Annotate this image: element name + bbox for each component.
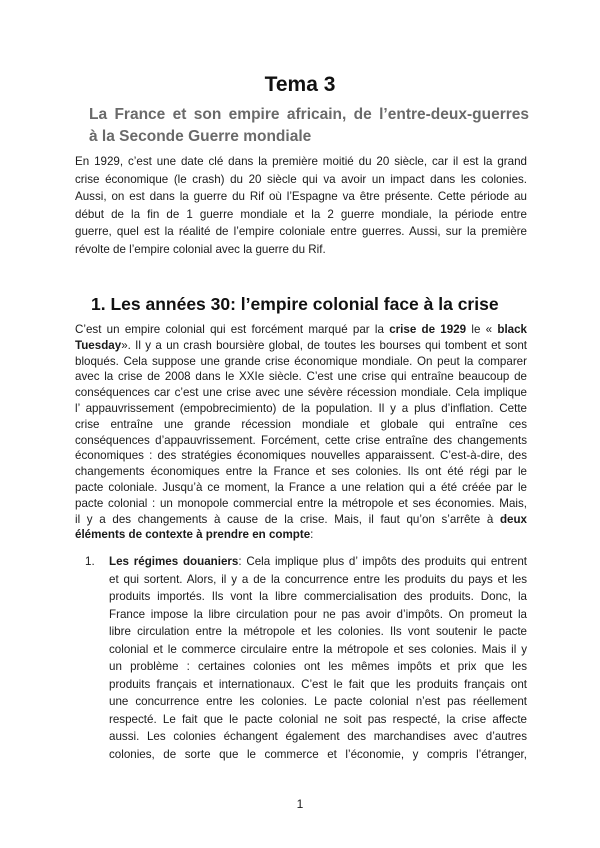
text-run: économiques : des stratégies économiques nouvelles apparaissent. C’est-à-dire, des [75,449,527,463]
text-run: colonies, de sorte que le commerce et l’économie, y compris l’étranger, [109,747,527,761]
text-line [75,480,527,496]
text-run: pacte coloniale. Jusqu’à ce moment, la France a une relation qui a été créée par le [75,480,527,494]
text-line [75,223,527,241]
text-run: ». Il y a un crash boursière global, de toutes les bourses qui tombent et sont [121,338,527,352]
bold-text: Les régimes douaniers [109,555,239,568]
text-line [109,746,527,764]
text-run: crise économique (le crash) du 20 siècle qui va avoir un impact dans les colonies. [75,172,527,186]
text-run: il y a des changements à cause de la crise. Mais, il faut qu’on s’arrête à [75,512,500,526]
text-line [75,527,527,543]
document-title: Tema 3 [264,73,336,96]
numbered-list [85,553,527,768]
subtitle-line: La France et son empire africain, de l’entre-deux-guerres [89,106,529,123]
page-number: 1 [296,797,304,811]
text-line [109,553,527,571]
subtitle-line: à la Seconde Guerre mondiale [89,128,312,145]
text-line [109,711,527,729]
text-run: changements économiques entre la France et ses colonies. Ils ont été régi par le [75,465,527,479]
bold-text: crise de 1929 [389,323,467,336]
text-run: produits importés. Ils vont la libre commercialisation des produits. Donc, la [109,590,527,603]
text-line [75,433,527,449]
text-line [75,338,527,354]
text-line [109,571,527,589]
text-line [109,623,527,641]
text-line [109,728,527,746]
text-run: respecté. Le fait que le pacte colonial ne soit pas respecté, la crise affecte [109,712,527,726]
text-line [109,693,527,711]
list-item-body [109,553,527,763]
text-line [109,588,527,606]
text-run: Aussi, on est dans la guerre du Rif où l’Espagne va être présente. Cette période au [75,190,527,203]
text-line [109,676,527,694]
text-line [75,417,527,433]
section-paragraph [75,322,527,543]
text-line [75,369,527,385]
text-run: C’est un empire colonial qui est forcément marqué par la [75,323,390,336]
text-line [75,496,527,512]
text-line [75,153,527,171]
text-run: libre circulation entre la métropole et les colonies. Ils vont soutenir le pacte [109,625,527,638]
text-line [75,188,527,206]
bold-text: deux [499,512,527,526]
text-run: et qui sortent. Alors, il y a de la concurrence entre les produits du pays et les [109,572,527,586]
text-line [75,241,527,259]
text-run: colonial et le commerce circulaire entre la métropole et ses colonies. Mais il y [109,642,527,656]
list-item-number: 1. [85,555,95,568]
text-run: révolte de l’empire colonial avec la guerre du Rif. [75,242,326,256]
bold-text: black [497,323,527,336]
text-line [75,448,527,464]
text-line [75,401,527,417]
text-line [75,385,527,401]
text-run: un problème : certaines colonies ont les mêmes impôts et prix que les [109,660,527,673]
text-run: le « [466,323,498,336]
bold-text: Tuesday [75,338,122,352]
text-run: En 1929, c’est une date clé dans la première moitié du 20 siècle, car il est la grand [75,155,527,168]
text-line [75,206,527,224]
text-run: avec la crise de 2008 dans le XXIe siècle. C’est une crise qui entraîne beaucoup de [75,370,527,384]
text-line [75,354,527,370]
text-run: l’ appauvrissement (empobrecimiento) de la population. Il y a plus d’inflation. Cette [75,401,527,415]
text-run: : [310,528,314,542]
text-line [109,641,527,659]
text-run: France impose la libre circulation pour ne pas avoir d’impôts. On promeut la [109,607,527,621]
text-run: bloqués. Cela suppose une grande crise économique mondiale. On peut la comparer [75,354,527,368]
text-run: : Cela implique plus d’ impôts des produits qui entrent [238,555,527,568]
text-line [75,322,527,338]
text-run: conséquences car c’est une crise avec une sévère récession mondiale. Cela implique [75,386,527,400]
text-line [75,171,527,189]
bold-text: éléments de contexte à prendre en compte [75,528,311,542]
text-line [109,658,527,676]
text-run: conséquences d’appauvrissement. Forcément, cette crise entraîne des changements [75,433,527,447]
text-run: pacte colonial : un monopole commercial entre la métropole et ses économies. Mais, [75,496,527,510]
text-run: aussi. Les colonies échangent également des marchandises avec d’autres [109,730,527,743]
text-run: début de la fin de 1 guerre mondiale et la 2 guerre mondiale, la période entre [75,207,527,221]
text-run: crise entraîne une grande récession mondiale et globale qui entraîne ces [75,417,527,431]
text-run: une concurrence entre les colonies. Le pacte colonial n’est pas réellement [109,695,527,708]
text-line [109,606,527,624]
text-run: produits français et internationaux. C’est le fait que les produits français ont [109,677,527,691]
document-subtitle [89,104,529,148]
intro-paragraph [75,153,527,258]
section-heading: 1. Les années 30: l’empire colonial face à la crise [91,294,499,314]
text-line [75,512,527,528]
text-line [75,464,527,480]
text-run: guerre, quel est la réalité de l’empire coloniale entre guerres. Aussi, sur la première [75,225,527,238]
